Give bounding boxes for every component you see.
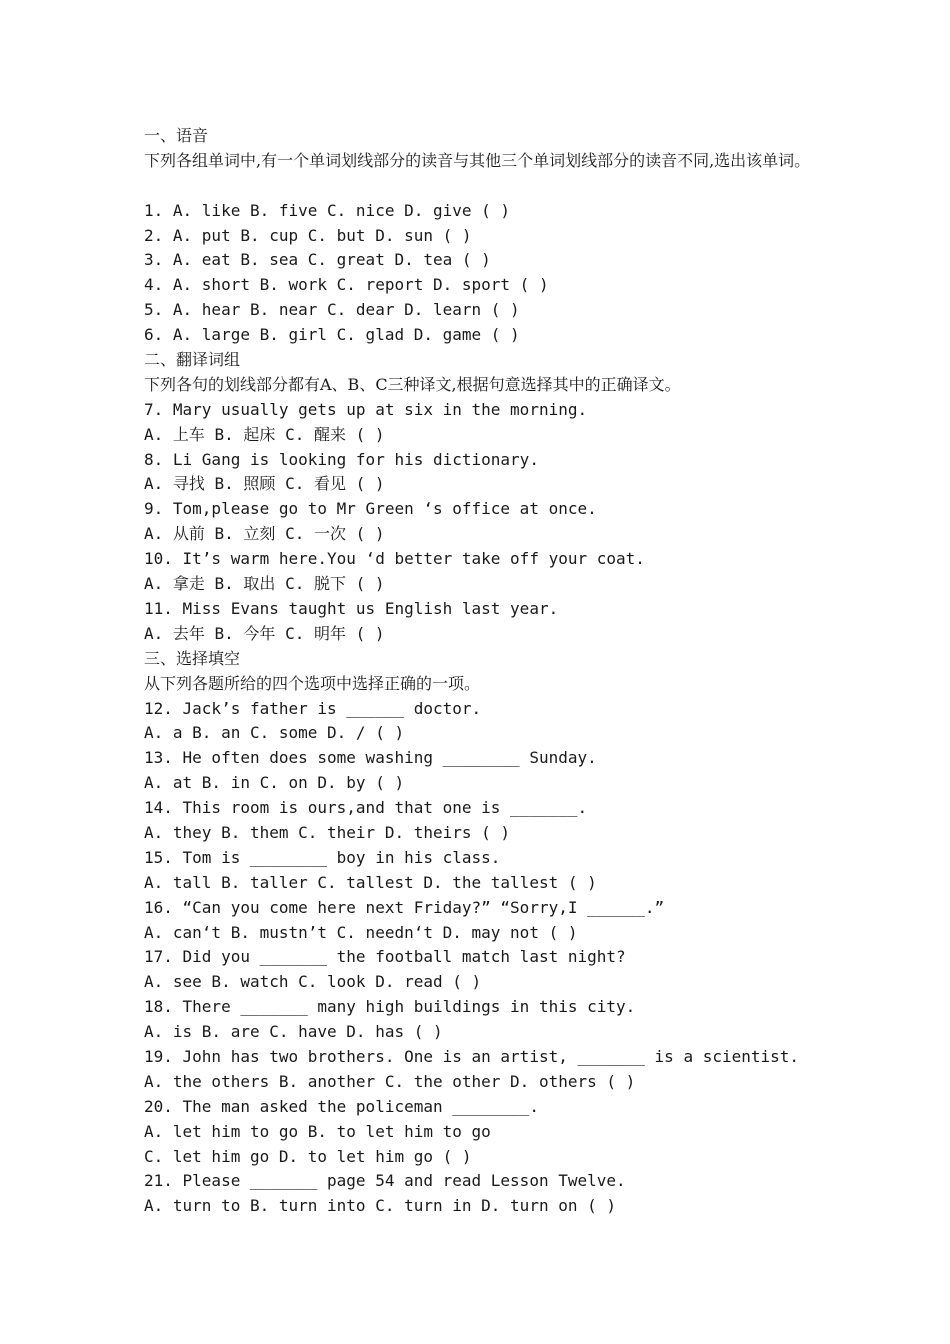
- answer-options: A. is B. are C. have D. has ( ): [144, 1022, 443, 1042]
- question-line: 8. Li Gang is looking for his dictionary.: [144, 449, 539, 469]
- answer-options: A. 上车 B. 起床 C. 醒来 ( ): [144, 424, 385, 444]
- question-line: 1. A. like B. five C. nice D. give ( ): [144, 200, 511, 220]
- question-line: 14. This room is ours,and that one is _______.: [144, 798, 588, 818]
- answer-options: A. 拿走 B. 取出 C. 脱下 ( ): [144, 574, 385, 594]
- question-line: 13. He often does some washing ________ Sunday.: [144, 748, 597, 768]
- question-line: 20. The man asked the policeman ________.: [144, 1096, 539, 1116]
- answer-options: A. 去年 B. 今年 C. 明年 ( ): [144, 623, 385, 643]
- question-line: 4. A. short B. work C. report D. sport ( ): [144, 275, 549, 295]
- question-line: 15. Tom is ________ boy in his class.: [144, 847, 501, 867]
- answer-options: A. they B. them C. their D. theirs ( ): [144, 822, 511, 842]
- question-line: 17. Did you _______ the football match last night?: [144, 947, 626, 967]
- question-line: 21. Please _______ page 54 and read Lesson Twelve.: [144, 1171, 626, 1191]
- question-line: 12. Jack’s father is ______ doctor.: [144, 698, 482, 718]
- answer-options: A. 寻找 B. 照顾 C. 看见 ( ): [144, 474, 385, 494]
- question-line: 9. Tom,please go to Mr Green ‘s office at once.: [144, 499, 597, 519]
- question-line: 18. There _______ many high buildings in this city.: [144, 997, 636, 1017]
- answer-options: A. a B. an C. some D. / ( ): [144, 723, 405, 743]
- question-line: 10. It’s warm here.You ‘d better take off your coat.: [144, 549, 645, 569]
- answer-options: A. turn to B. turn into C. turn in D. turn on ( ): [144, 1196, 617, 1216]
- section-heading: 三、选择填空: [144, 648, 241, 668]
- section-instructions: 下列各组单词中,有一个单词划线部分的读音与其他三个单词划线部分的读音不同,选出该单词。: [144, 150, 811, 170]
- answer-options: A. let him to go B. to let him to go: [144, 1121, 491, 1141]
- section-instructions: 下列各句的划线部分都有A、B、C三种译文,根据句意选择其中的正确译文。: [144, 374, 681, 394]
- question-line: 11. Miss Evans taught us English last year.: [144, 598, 559, 618]
- question-line: 16. “Can you come here next Friday?” “Sorry,I ______.”: [144, 897, 665, 917]
- answer-options: A. at B. in C. on D. by ( ): [144, 773, 405, 793]
- question-line: 6. A. large B. girl C. glad D. game ( ): [144, 325, 520, 345]
- section-heading: 一、语音: [144, 126, 209, 145]
- answer-options: A. tall B. taller C. tallest D. the tallest ( ): [144, 872, 597, 892]
- exam-content: [144, 124, 824, 1219]
- question-line: 3. A. eat B. sea C. great D. tea ( ): [144, 250, 491, 270]
- answer-options: C. let him go D. to let him go ( ): [144, 1146, 472, 1166]
- answer-options: A. 从前 B. 立刻 C. 一次 ( ): [144, 524, 385, 544]
- question-line: 2. A. put B. cup C. but D. sun ( ): [144, 225, 472, 245]
- answer-options: A. the others B. another C. the other D. others ( ): [144, 1071, 636, 1091]
- section-instructions: 从下列各题所给的四个选项中选择正确的一项。: [144, 673, 481, 693]
- question-line: 19. John has two brothers. One is an artist, _______ is a scientist.: [144, 1046, 800, 1066]
- section-heading: 二、翻译词组: [144, 350, 241, 370]
- question-line: 5. A. hear B. near C. dear D. learn ( ): [144, 300, 520, 320]
- answer-options: A. see B. watch C. look D. read ( ): [144, 972, 482, 992]
- question-line: 7. Mary usually gets up at six in the morning.: [144, 399, 588, 419]
- answer-options: A. can‘t B. mustn’t C. needn‘t D. may not ( ): [144, 922, 578, 942]
